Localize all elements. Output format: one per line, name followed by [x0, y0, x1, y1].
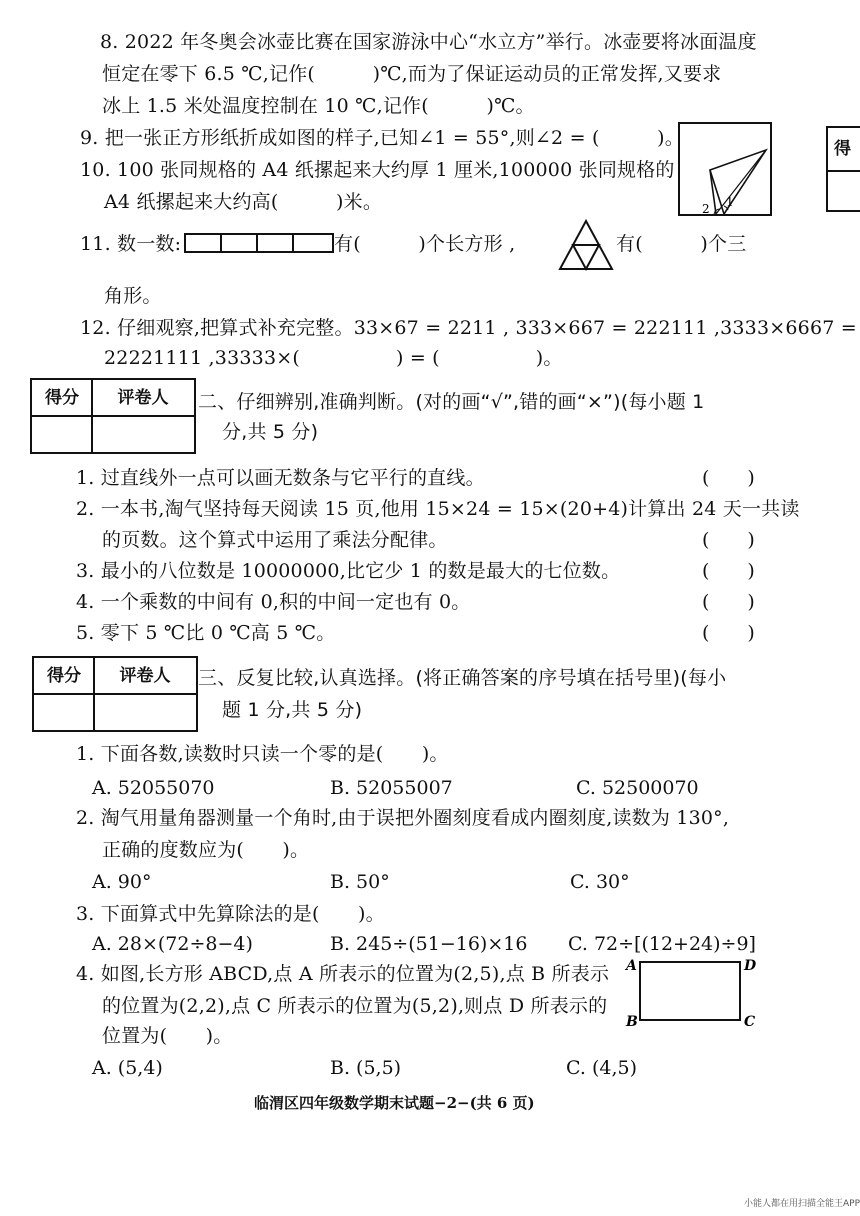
angle-1-label: 1: [726, 195, 734, 209]
section3-title-line1: 三、反复比较,认真选择。(将正确答案的序号填在括号里)(每小: [198, 667, 727, 689]
s3-q3-option-c: C. 72÷[(12+24)÷9]: [568, 933, 756, 955]
triangle-figure: [557, 218, 615, 272]
edge-score-box: [826, 126, 860, 212]
s3-q4-option-a: A. (5,4): [92, 1057, 163, 1079]
score-label: 得分: [47, 666, 81, 686]
section2-title-line2: 分,共 5 分): [222, 421, 319, 443]
s3-q2-line2: 正确的度数应为( )。: [102, 839, 310, 861]
q10-line1: 10. 100 张同规格的 A4 纸摞起来大约厚 1 厘米,100000 张同规格的: [80, 159, 675, 181]
s3-q4-line2: 的位置为(2,2),点 C 所表示的位置为(5,2),则点 D 所表示的: [102, 995, 608, 1017]
s3-q3-option-a: A. 28×(72÷8−4): [92, 933, 253, 955]
section3-title-line2: 题 1 分,共 5 分): [222, 699, 363, 721]
q8-line1: 8. 2022 年冬奥会冰壶比赛在国家游泳中心“水立方”举行。冰壶要将冰面温度: [100, 31, 757, 53]
section2-title-line1: 二、仔细辨别,准确判断。(对的画“√”,错的画“×”)(每小题 1: [198, 391, 705, 413]
section3-score-box: [32, 656, 198, 732]
s2-item3: 3. 最小的八位数是 10000000,比它少 1 的数是最大的七位数。: [76, 560, 621, 582]
q12-line2: 22221111 ,33333×( ) = ( )。: [104, 347, 563, 369]
q9-line1: 9. 把一张正方形纸折成如图的样子,已知∠1 = 55°,则∠2 = ( )。: [80, 127, 684, 149]
s3-q2-option-b: B. 50°: [330, 871, 390, 893]
s2-item2-line2: 的页数。这个算式中运用了乘法分配律。: [102, 529, 448, 551]
edge-score-label: 得: [834, 139, 851, 159]
folded-square-figure: [676, 120, 776, 220]
point-c-label: C: [744, 1014, 756, 1030]
s3-q2-option-c: C. 30°: [570, 871, 630, 893]
scanner-watermark: 小能人都在用扫描全能王APP: [744, 1199, 860, 1209]
q10-line2: A4 纸摞起来大约高( )米。: [104, 191, 383, 213]
s3-q4-line3: 位置为( )。: [102, 1025, 233, 1047]
angle-2-label: 2: [702, 202, 710, 216]
s2-item4-paren: ( ): [702, 591, 755, 613]
grader-label: 评卷人: [119, 666, 171, 686]
point-a-label: A: [626, 958, 637, 974]
s3-q1: 1. 下面各数,读数时只读一个零的是( )。: [76, 743, 449, 765]
q11-rect-text: 有( )个长方形 ,: [334, 233, 516, 255]
s2-item5-paren: ( ): [702, 622, 755, 644]
point-b-label: B: [626, 1014, 638, 1030]
point-d-label: D: [744, 958, 757, 974]
rectangle-strip-figure: [184, 233, 334, 253]
q11-tri-text: 有( )个三: [616, 233, 747, 255]
s2-item4: 4. 一个乘数的中间有 0,积的中间一定也有 0。: [76, 591, 471, 613]
s2-item2-paren: ( ): [702, 529, 755, 551]
s3-q4: 4. 如图,长方形 ABCD,点 A 所表示的位置为(2,5),点 B 所表示: [76, 963, 610, 985]
q8-line3: 冰上 1.5 米处温度控制在 10 ℃,记作( )℃。: [102, 95, 535, 117]
q12-line1: 12. 仔细观察,把算式补充完整。33×67 = 2211 , 333×667 = 222111 ,3333×6667 =: [80, 317, 857, 339]
rectangle-abcd-figure: [622, 952, 762, 1032]
q8-line2: 恒定在零下 6.5 ℃,记作( )℃,而为了保证运动员的正常发挥,又要求: [102, 63, 722, 85]
section2-score-box: [30, 378, 196, 454]
s3-q1-option-b: B. 52055007: [330, 777, 453, 799]
s2-item2: 2. 一本书,淘气坚持每天阅读 15 页,他用 15×24 = 15×(20+4)计算出 24 天一共读: [76, 498, 800, 520]
s3-q1-option-a: A. 52055070: [92, 777, 215, 799]
s3-q4-option-c: C. (4,5): [566, 1057, 637, 1079]
page-footer: 临渭区四年级数学期末试题−2−(共 6 页): [254, 1094, 535, 1112]
s2-item5: 5. 零下 5 ℃比 0 ℃高 5 ℃。: [76, 622, 336, 644]
s3-q2-option-a: A. 90°: [92, 871, 152, 893]
grader-label: 评卷人: [117, 388, 169, 408]
s3-q3: 3. 下面算式中先算除法的是( )。: [76, 903, 385, 925]
q11-label: 11. 数一数:: [80, 233, 182, 255]
s3-q1-option-c: C. 52500070: [576, 777, 699, 799]
s2-item3-paren: ( ): [702, 560, 755, 582]
s3-q2: 2. 淘气用量角器测量一个角时,由于误把外圈刻度看成内圈刻度,读数为 130°,: [76, 807, 730, 829]
s3-q4-option-b: B. (5,5): [330, 1057, 402, 1079]
s2-item1: 1. 过直线外一点可以画无数条与它平行的直线。: [76, 467, 485, 489]
s3-q3-option-b: B. 245÷(51−16)×16: [330, 933, 528, 955]
q11-line2: 角形。: [104, 285, 162, 307]
score-label: 得分: [45, 388, 79, 408]
s2-item1-paren: ( ): [702, 467, 755, 489]
